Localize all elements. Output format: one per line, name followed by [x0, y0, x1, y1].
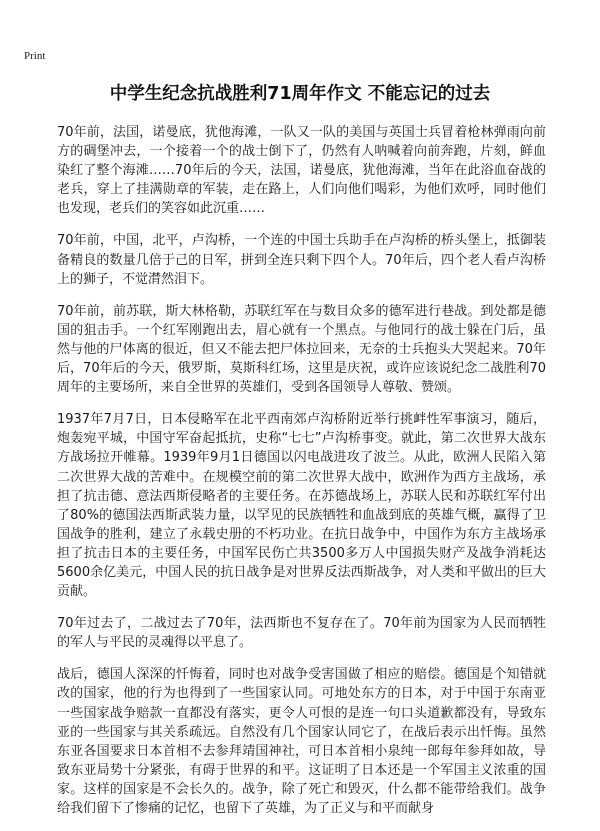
- article-paragraph: 70年过去了，二战过去了70年，法西斯也不复存在了。70年前为国家为人民而牺牲的军人与平民的灵魂得以平息了。: [57, 616, 546, 651]
- article-paragraph: 70年前，前苏联，斯大林格勒，苏联红军在与数目众多的德军进行巷战。到处都是德国的狙击手。一个红军刚跑出去，眉心就有一个黑点。与他同行的战士躲在门后，虽然与他的尸体离的很近，但又不能去把尸体拉回来，无奈的士兵抱头大哭起来。70年后，70年后的今天，俄罗斯，莫斯科红场，这里是庆祝，或许应该说纪念二战胜利70周年的主要场所，来自全世界的英雄们，受到各国领导人尊敬、赞颂。: [57, 303, 546, 396]
- print-link[interactable]: Print: [24, 50, 46, 62]
- article-paragraph: 战后，德国人深深的忏悔着，同时也对战争受害国做了相应的赔偿。德国是个知错就改的国家，他的行为也得到了一些国家认同。可地处东方的日本，对于中国于东南亚一些国家战争赔款一直都没有落实，更令人可恨的是连一句口头道歉都没有，导致东亚的一些国家与其关系疏远。自然没有几个国家认同它了，在战后表示出忏悔。虽然东亚各国要求日本首相不去参拜靖国神社，可日本首相小泉纯一郎每年参拜如故，导致东亚局势十分紧张，有碍于世界的和平。这证明了日本还是一个军国主义浓重的国家。这样的国家是不会长久的。战争，除了死亡和毁灭，什么都不能带给我们。战争给我们留下了惨痛的记忆，也留下了英雄，为了正义与和平而献身: [57, 667, 546, 816]
- article-body: [57, 123, 546, 831]
- article-paragraph: 70年前，中国，北平，卢沟桥，一个连的中国士兵助手在卢沟桥的桥头堡上，抵御装备精良的数量几倍于己的日军，拼到全连只剩下四个人。70年后，四个老人看卢沟桥上的狮子，不觉潸然泪下。: [57, 233, 546, 287]
- article-title: 中学生纪念抗战胜利71周年作文 不能忘记的过去: [109, 84, 491, 104]
- article-paragraph: 70年前，法国，诺曼底，犹他海滩，一队又一队的美国与英国士兵冒着枪林弹雨向前方的碉堡冲去，一个接着一个的战士倒下了，仍然有人呐喊着向前奔跑，片刻，鲜血染红了整个海滩……70年后的今天，法国，诺曼底，犹他海滩，当年在此浴血奋战的老兵，穿上了挂满勋章的军装，走在路上，人们向他们喝彩，为他们欢呼，同时他们也发现，老兵们的笑容如此沉重……: [57, 125, 546, 217]
- article-paragraph: 1937年7月7日，日本侵略军在北平西南郊卢沟桥附近举行挑衅性军事演习，随后，炮轰宛平城，中国守军奋起抵抗，史称“七七”卢沟桥事变。就此，第二次世界大战东方战场拉开帷幕。1939年9月1日德国以闪电战进攻了波兰。从此，欧洲人民陷入第二次世界大战的苦难中。在规模空前的第二次世界大战中，欧洲作为西方主战场，承担了抗击德、意法西斯侵略者的主要任务。在苏德战场上，苏联人民和苏联红军付出了80%的德国法西斯武装力量，以罕见的民族牺牲和血战到底的英雄气概，赢得了卫国战争的胜利，建立了永载史册的不朽功业。在抗日战争中，中国作为东方主战场承担了抗击日本的主要任务，中国军民伤亡共3500多万人中国损失财产及战争消耗达5600余亿美元，中国人民的抗日战争是对世界反法西斯战争，对人类和平做出的巨大贡献。: [57, 412, 546, 600]
